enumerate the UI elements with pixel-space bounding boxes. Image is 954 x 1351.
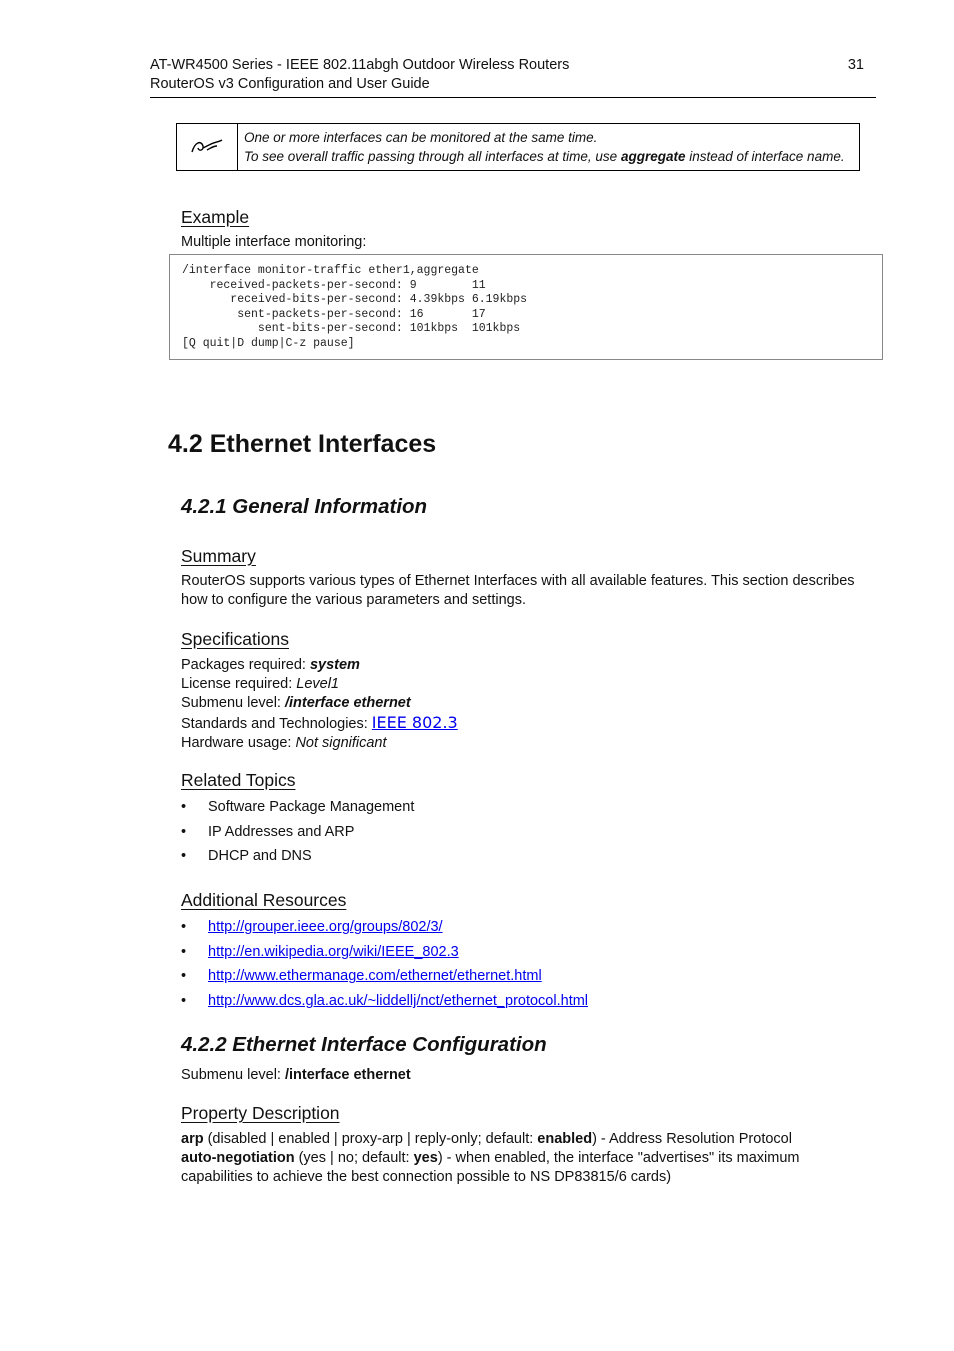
example-intro: Multiple interface monitoring:	[181, 234, 367, 250]
related-topics-list	[181, 798, 414, 872]
section-title: 4.2 Ethernet Interfaces	[168, 430, 437, 458]
note-line-1: One or more interfaces can be monitored at the same time.	[244, 130, 598, 145]
prop-auto-negotiation: auto-negotiation (yes | no; default: yes) - when enabled, the interface "advertises" its maximum	[181, 1150, 800, 1166]
prop-auto-negotiation-cont: capabilities to achieve the best connection possible to NS DP83815/6 cards)	[181, 1169, 672, 1185]
header-subtitle: RouterOS v3 Configuration and User Guide	[150, 76, 430, 92]
resource-link[interactable]: http://www.dcs.gla.ac.uk/~liddellj/nct/ethernet_protocol.html	[208, 993, 589, 1010]
list-item: • Software Package Management	[181, 798, 414, 823]
list-item	[181, 992, 588, 1017]
resource-link[interactable]: http://en.wikipedia.org/wiki/IEEE_802.3	[208, 943, 459, 960]
config-submenu: Submenu level: /interface ethernet	[181, 1067, 411, 1083]
spec-packages: Packages required: system	[181, 657, 360, 673]
subsection-general-title: 4.2.1 General Information	[181, 495, 428, 518]
resource-link[interactable]: http://grouper.ieee.org/groups/802/3/	[208, 919, 443, 935]
summary-text: RouterOS supports various types of Ethernet Interfaces with all available features. This section describes how to configure the various parameters and settings.	[181, 573, 855, 608]
code-text: /interface monitor-traffic ether1,aggregate received-packets-per-second: 9 11 received-bits-per-second: 4.39kbps 6.19kbps sent-packets-per-second: 16 17 sent-bits-per-second: 101kbps 101kbps [Q quit|D dump|C-z pause]	[182, 264, 528, 350]
property-description-heading: Property Description	[181, 1103, 340, 1123]
spec-submenu: Submenu level: /interface ethernet	[181, 695, 411, 711]
note-box	[176, 123, 860, 171]
note-text	[238, 124, 859, 170]
summary-heading: Summary	[181, 546, 256, 566]
list-item	[181, 967, 588, 992]
related-topics-heading: Related Topics	[181, 770, 296, 790]
ieee-link[interactable]: IEEE 802.3	[371, 713, 458, 732]
page-number: 31	[847, 57, 864, 73]
spec-standards: Standards and Technologies: IEEE 802.3	[181, 713, 458, 732]
list-item: • IP Addresses and ARP	[181, 823, 414, 848]
additional-resources-heading: Additional Resources	[181, 890, 347, 910]
resource-link[interactable]: http://www.ethermanage.com/ethernet/ethernet.html	[208, 968, 542, 985]
header-rule	[150, 97, 876, 98]
note-hand-icon	[177, 124, 238, 170]
list-item	[181, 918, 588, 943]
spec-hardware: Hardware usage: Not significant	[181, 735, 387, 751]
example-heading: Example	[181, 207, 250, 227]
page-header	[150, 56, 876, 94]
note-line-2: To see overall traffic passing through all interfaces at time, use aggregate instead of interface name.	[244, 149, 845, 164]
prop-arp: arp (disabled | enabled | proxy-arp | reply-only; default: enabled) - Address Resolution Protocol	[181, 1131, 792, 1147]
list-item: • DHCP and DNS	[181, 847, 414, 872]
specifications-heading: Specifications	[181, 629, 289, 649]
resources-list	[181, 918, 588, 1017]
property-description	[181, 1130, 881, 1187]
spec-license: License required: Level1	[181, 676, 339, 692]
code-block	[169, 254, 883, 360]
specifications-list	[181, 656, 458, 753]
header-title: AT-WR4500 Series - IEEE 802.11abgh Outdoor Wireless Routers	[150, 57, 570, 73]
list-item	[181, 943, 588, 968]
subsection-config-title: 4.2.2 Ethernet Interface Configuration	[181, 1033, 547, 1056]
